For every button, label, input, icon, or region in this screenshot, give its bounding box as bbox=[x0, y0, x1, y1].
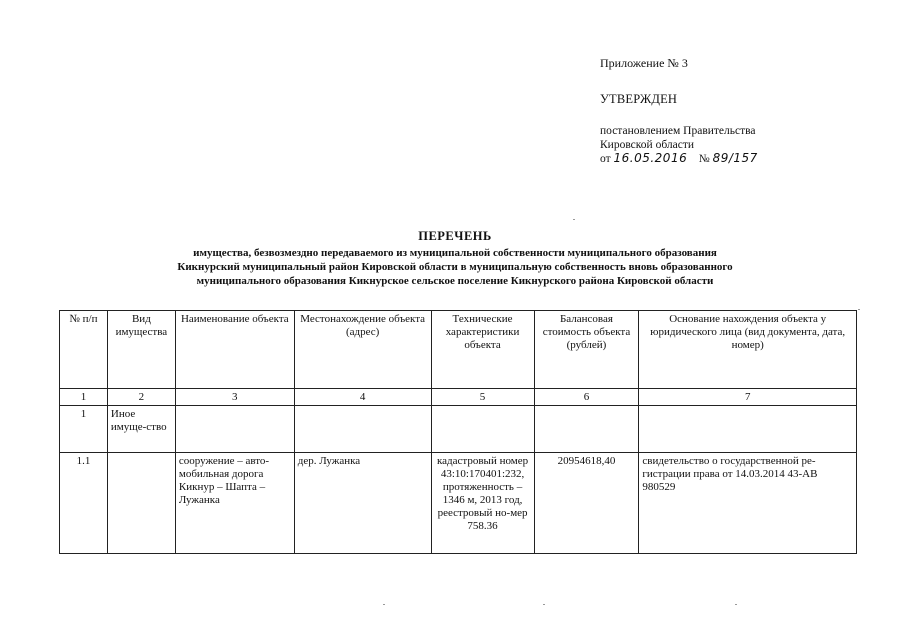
row-location bbox=[294, 406, 431, 453]
row-property-type: Иное имуще-ство bbox=[107, 406, 175, 453]
column-number: 2 bbox=[107, 389, 175, 406]
document-subtitle-line-1: имущества, безвозмездно передаваемого из муниципальной собственности муниципального образования bbox=[193, 247, 717, 259]
scan-speck bbox=[383, 604, 385, 605]
approved-label: УТВЕРЖДЕН bbox=[600, 92, 678, 106]
scan-speck bbox=[573, 219, 575, 220]
row-tech bbox=[431, 406, 534, 453]
row-cost: 20954618,40 bbox=[534, 453, 639, 554]
header-cell-number: № п/п bbox=[60, 311, 108, 389]
document-title: ПЕРЕЧЕНЬ bbox=[418, 229, 492, 243]
handwritten-date: 16.05.2016 bbox=[613, 151, 688, 165]
column-number: 1 bbox=[60, 389, 108, 406]
property-table bbox=[59, 310, 857, 554]
column-number: 4 bbox=[294, 389, 431, 406]
column-number: 5 bbox=[431, 389, 534, 406]
row-basis bbox=[639, 406, 857, 453]
row-property-type bbox=[107, 453, 175, 554]
table-row bbox=[60, 406, 857, 453]
table-header-row bbox=[60, 311, 857, 389]
row-object-name bbox=[175, 406, 294, 453]
column-number-row bbox=[60, 389, 857, 406]
row-location: дер. Лужанка bbox=[294, 453, 431, 554]
header-cell-location: Местонахождение объекта (адрес) bbox=[294, 311, 431, 389]
row-cost bbox=[534, 406, 639, 453]
row-number: 1.1 bbox=[60, 453, 108, 554]
header-cell-name: Наименование объекта bbox=[175, 311, 294, 389]
resolution-date-line bbox=[600, 151, 758, 165]
resolution-line-1: постановлением Правительства bbox=[600, 125, 756, 137]
number-prefix: № bbox=[698, 153, 710, 165]
header-cell-type: Вид имущества bbox=[107, 311, 175, 389]
column-number: 6 bbox=[534, 389, 639, 406]
scan-speck bbox=[735, 604, 737, 605]
document-subtitle-line-3: муниципального образования Кикнурское сельское поселение Кикнурского района Кировской области bbox=[196, 275, 714, 287]
row-object-name: сооружение – авто-мобильная дорога Кикнур – Шапта – Лужанка bbox=[175, 453, 294, 554]
resolution-line-2: Кировской области bbox=[600, 139, 695, 151]
document-subtitle-line-2: Кикнурский муниципальный район Кировской области в муниципальную собственность вновь образованного bbox=[177, 261, 733, 273]
column-number: 7 bbox=[639, 389, 857, 406]
date-prefix: от bbox=[600, 153, 611, 165]
scan-speck bbox=[858, 309, 860, 310]
document-title-block bbox=[80, 229, 830, 288]
header-cell-cost: Балансовая стоимость объекта (рублей) bbox=[534, 311, 639, 389]
column-number: 3 bbox=[175, 389, 294, 406]
header-cell-tech: Технические характеристики объекта bbox=[431, 311, 534, 389]
scan-speck bbox=[543, 604, 545, 605]
row-number: 1 bbox=[60, 406, 108, 453]
resolution-text bbox=[600, 124, 756, 152]
row-basis: свидетельство о государственной ре-гистрации права от 14.03.2014 43-АВ 980529 bbox=[639, 453, 857, 554]
table-row bbox=[60, 453, 857, 554]
row-tech: кадастровый номер 43:10:170401:232, протяженность – 1346 м, 2013 год, реестровый но-мер 758.36 bbox=[431, 453, 534, 554]
handwritten-number: 89/157 bbox=[712, 151, 758, 165]
header-cell-basis: Основание нахождения объекта у юридического лица (вид документа, дата, номер) bbox=[639, 311, 857, 389]
appendix-label: Приложение № 3 bbox=[600, 56, 688, 70]
